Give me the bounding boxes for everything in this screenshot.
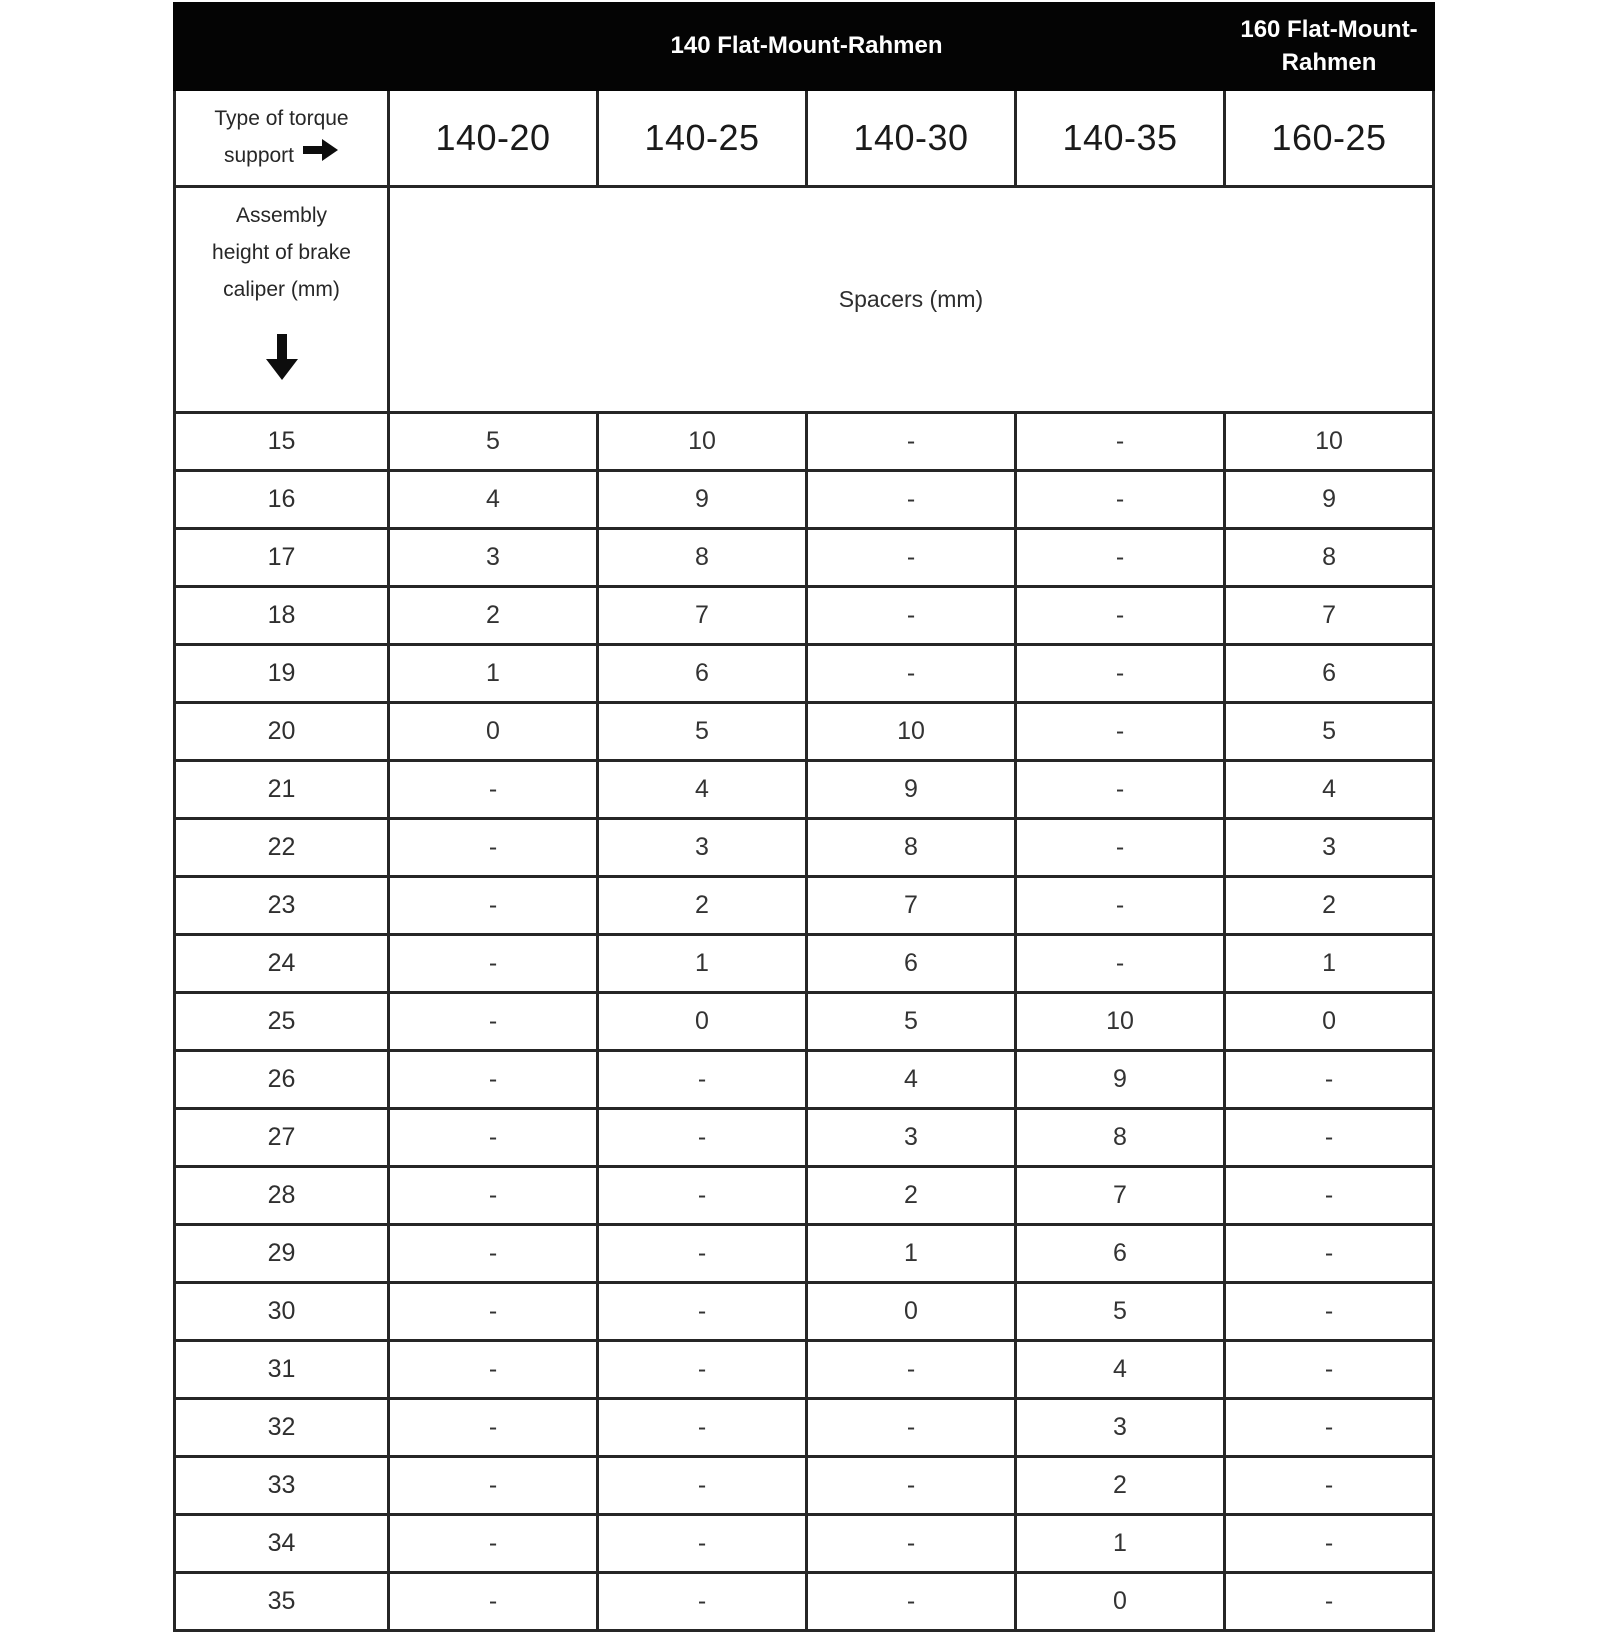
table-row: [175, 1573, 1434, 1631]
spacer-value-cell: 5: [1225, 703, 1434, 761]
assembly-height-value-cell: 19: [175, 645, 389, 703]
spacer-value-cell: 0: [598, 993, 807, 1051]
spacer-value-cell: -: [1225, 1573, 1434, 1631]
assembly-height-value-cell: 29: [175, 1225, 389, 1283]
spacer-value-cell: 10: [1016, 993, 1225, 1051]
assembly-label-line2: height of brake: [212, 240, 351, 264]
torque-type-140-25: 140-25: [598, 90, 807, 187]
spacer-value-cell: 0: [807, 1283, 1016, 1341]
assembly-label-line1: Assembly: [235, 204, 328, 227]
spacer-value-cell: -: [389, 993, 598, 1051]
assembly-height-value-cell: 32: [175, 1399, 389, 1457]
spacer-value-cell: 0: [1016, 1573, 1225, 1631]
spacer-value-cell: 8: [807, 819, 1016, 877]
torque-label-line2: support: [223, 143, 295, 167]
assembly-height-value-cell: 27: [175, 1109, 389, 1167]
assembly-height-value-cell: 23: [175, 877, 389, 935]
frame-160-header: 160 Flat-Mount-Rahmen: [1225, 4, 1434, 90]
spacer-value-cell: -: [598, 1283, 807, 1341]
assembly-height-value-cell: 20: [175, 703, 389, 761]
assembly-height-value-cell: 16: [175, 471, 389, 529]
spacer-value-cell: -: [807, 645, 1016, 703]
spacer-value-cell: 5: [1016, 1283, 1225, 1341]
spacer-value-cell: -: [1225, 1283, 1434, 1341]
table-row: [175, 935, 1434, 993]
torque-label-line1: Type of torque: [214, 107, 349, 131]
spacer-value-cell: 10: [598, 413, 807, 471]
spacers-header-cell: Spacers (mm): [389, 187, 1434, 413]
torque-type-140-30: 140-30: [807, 90, 1016, 187]
frame-140-header: 140 Flat-Mount-Rahmen: [389, 4, 1225, 90]
spacer-value-cell: -: [1225, 1225, 1434, 1283]
spacer-value-cell: 1: [1225, 935, 1434, 993]
spacer-value-cell: 3: [807, 1109, 1016, 1167]
spacer-value-cell: -: [807, 529, 1016, 587]
spacer-value-cell: 9: [1016, 1051, 1225, 1109]
spacer-value-cell: 10: [1225, 413, 1434, 471]
spacer-value-cell: -: [598, 1051, 807, 1109]
table-row: [175, 413, 1434, 471]
spacer-value-cell: 3: [1225, 819, 1434, 877]
table-row: [175, 1515, 1434, 1573]
spacer-value-cell: 0: [1225, 993, 1434, 1051]
table-row: [175, 1167, 1434, 1225]
spacer-value-cell: -: [1016, 471, 1225, 529]
torque-type-140-20: 140-20: [389, 90, 598, 187]
spacer-value-cell: 3: [598, 819, 807, 877]
assembly-height-value-cell: 15: [175, 413, 389, 471]
spacer-value-cell: 2: [598, 877, 807, 935]
table-row: [175, 587, 1434, 645]
assembly-label-line3: caliper (mm): [223, 277, 340, 301]
spacer-value-cell: 3: [389, 529, 598, 587]
spacer-value-cell: -: [1225, 1515, 1434, 1573]
assembly-height-value-cell: 33: [175, 1457, 389, 1515]
spacer-value-cell: 7: [1016, 1167, 1225, 1225]
table-row: [175, 1341, 1434, 1399]
spacer-value-cell: -: [807, 1457, 1016, 1515]
table-row: [175, 1225, 1434, 1283]
assembly-height-value-cell: 31: [175, 1341, 389, 1399]
spacer-value-cell: 9: [807, 761, 1016, 819]
spacer-value-cell: -: [389, 761, 598, 819]
table-row: [175, 1399, 1434, 1457]
spacer-values-body: [175, 413, 1434, 1631]
spacer-value-cell: -: [807, 1399, 1016, 1457]
spacer-value-cell: -: [1016, 645, 1225, 703]
spacer-value-cell: -: [807, 1573, 1016, 1631]
spacer-value-cell: -: [598, 1341, 807, 1399]
assembly-height-header-row: [175, 187, 1434, 413]
spacer-value-cell: -: [389, 1051, 598, 1109]
table-row: [175, 703, 1434, 761]
right-arrow-icon: [303, 138, 339, 175]
spacer-value-cell: -: [1016, 703, 1225, 761]
spacer-value-cell: -: [1016, 761, 1225, 819]
spacer-value-cell: -: [389, 1341, 598, 1399]
spacer-value-cell: -: [1016, 587, 1225, 645]
spacer-value-cell: -: [389, 1573, 598, 1631]
down-arrow-icon: [184, 334, 379, 393]
assembly-height-value-cell: 17: [175, 529, 389, 587]
table-row: [175, 877, 1434, 935]
frame-group-header-row: [175, 4, 1434, 90]
spacer-value-cell: 4: [807, 1051, 1016, 1109]
spacer-value-cell: 1: [389, 645, 598, 703]
spacer-value-cell: -: [1016, 413, 1225, 471]
spacer-value-cell: 9: [598, 471, 807, 529]
spacer-value-cell: 4: [389, 471, 598, 529]
spacer-value-cell: -: [1225, 1051, 1434, 1109]
spacer-value-cell: 4: [1225, 761, 1434, 819]
spacer-value-cell: 9: [1225, 471, 1434, 529]
spacer-value-cell: -: [389, 1109, 598, 1167]
spacer-value-cell: 10: [807, 703, 1016, 761]
spacer-value-cell: 5: [389, 413, 598, 471]
spacer-value-cell: 8: [1016, 1109, 1225, 1167]
spacer-value-cell: -: [389, 819, 598, 877]
spacer-value-cell: 5: [598, 703, 807, 761]
table-row: [175, 1283, 1434, 1341]
spacer-value-cell: 7: [807, 877, 1016, 935]
spacer-value-cell: -: [807, 1515, 1016, 1573]
spacer-value-cell: 7: [1225, 587, 1434, 645]
spacer-value-cell: 8: [1225, 529, 1434, 587]
spacer-value-cell: -: [1016, 877, 1225, 935]
spacer-value-cell: -: [1016, 935, 1225, 993]
corner-header-cell: [175, 4, 389, 90]
spacer-value-cell: -: [598, 1167, 807, 1225]
table-row: [175, 645, 1434, 703]
assembly-height-value-cell: 22: [175, 819, 389, 877]
table-row: [175, 993, 1434, 1051]
torque-support-label-cell: [175, 90, 389, 187]
assembly-height-label-cell: [175, 187, 389, 413]
spacer-value-cell: 6: [1225, 645, 1434, 703]
spacer-value-cell: 4: [598, 761, 807, 819]
spacer-value-cell: 6: [598, 645, 807, 703]
spacer-value-cell: -: [807, 1341, 1016, 1399]
assembly-height-value-cell: 24: [175, 935, 389, 993]
table-row: [175, 1457, 1434, 1515]
table-row: [175, 761, 1434, 819]
table-row: [175, 819, 1434, 877]
spacer-value-cell: 2: [1016, 1457, 1225, 1515]
assembly-height-value-cell: 34: [175, 1515, 389, 1573]
torque-type-140-35: 140-35: [1016, 90, 1225, 187]
spacer-value-cell: 4: [1016, 1341, 1225, 1399]
assembly-height-value-cell: 26: [175, 1051, 389, 1109]
spacer-value-cell: -: [1225, 1109, 1434, 1167]
spacer-value-cell: 5: [807, 993, 1016, 1051]
spacer-value-cell: -: [598, 1399, 807, 1457]
spacer-chart-table: [173, 2, 1435, 1632]
spacer-value-cell: -: [1225, 1167, 1434, 1225]
spacer-value-cell: -: [389, 1399, 598, 1457]
spacer-value-cell: 6: [807, 935, 1016, 993]
assembly-height-value-cell: 25: [175, 993, 389, 1051]
spacer-value-cell: -: [1016, 819, 1225, 877]
spacer-value-cell: 2: [807, 1167, 1016, 1225]
spacer-value-cell: 1: [807, 1225, 1016, 1283]
spacer-value-cell: -: [1225, 1399, 1434, 1457]
spacer-value-cell: 6: [1016, 1225, 1225, 1283]
spacer-value-cell: 7: [598, 587, 807, 645]
spacer-value-cell: -: [807, 413, 1016, 471]
spacer-value-cell: -: [389, 1225, 598, 1283]
spacer-value-cell: -: [1225, 1341, 1434, 1399]
spacer-value-cell: 1: [598, 935, 807, 993]
spacer-value-cell: -: [389, 1167, 598, 1225]
spacer-value-cell: -: [389, 1283, 598, 1341]
spacer-value-cell: -: [598, 1457, 807, 1515]
spacer-value-cell: -: [389, 935, 598, 993]
spacer-value-cell: -: [389, 1515, 598, 1573]
table-row: [175, 471, 1434, 529]
spacer-value-cell: -: [598, 1573, 807, 1631]
assembly-height-value-cell: 21: [175, 761, 389, 819]
spacer-value-cell: 3: [1016, 1399, 1225, 1457]
spacer-value-cell: -: [1016, 529, 1225, 587]
spacer-value-cell: -: [389, 877, 598, 935]
assembly-height-value-cell: 18: [175, 587, 389, 645]
spacer-value-cell: -: [807, 587, 1016, 645]
spacer-value-cell: -: [598, 1109, 807, 1167]
assembly-height-value-cell: 35: [175, 1573, 389, 1631]
spacer-value-cell: 2: [389, 587, 598, 645]
spacer-value-cell: -: [1225, 1457, 1434, 1515]
spacer-value-cell: -: [389, 1457, 598, 1515]
spacer-value-cell: -: [598, 1515, 807, 1573]
torque-type-160-25: 160-25: [1225, 90, 1434, 187]
table-row: [175, 1109, 1434, 1167]
torque-type-header-row: [175, 90, 1434, 187]
spacer-value-cell: -: [807, 471, 1016, 529]
assembly-height-value-cell: 28: [175, 1167, 389, 1225]
table-row: [175, 529, 1434, 587]
table-row: [175, 1051, 1434, 1109]
spacer-value-cell: 0: [389, 703, 598, 761]
spacer-value-cell: -: [598, 1225, 807, 1283]
spacer-value-cell: 8: [598, 529, 807, 587]
assembly-height-value-cell: 30: [175, 1283, 389, 1341]
spacer-value-cell: 2: [1225, 877, 1434, 935]
spacer-value-cell: 1: [1016, 1515, 1225, 1573]
